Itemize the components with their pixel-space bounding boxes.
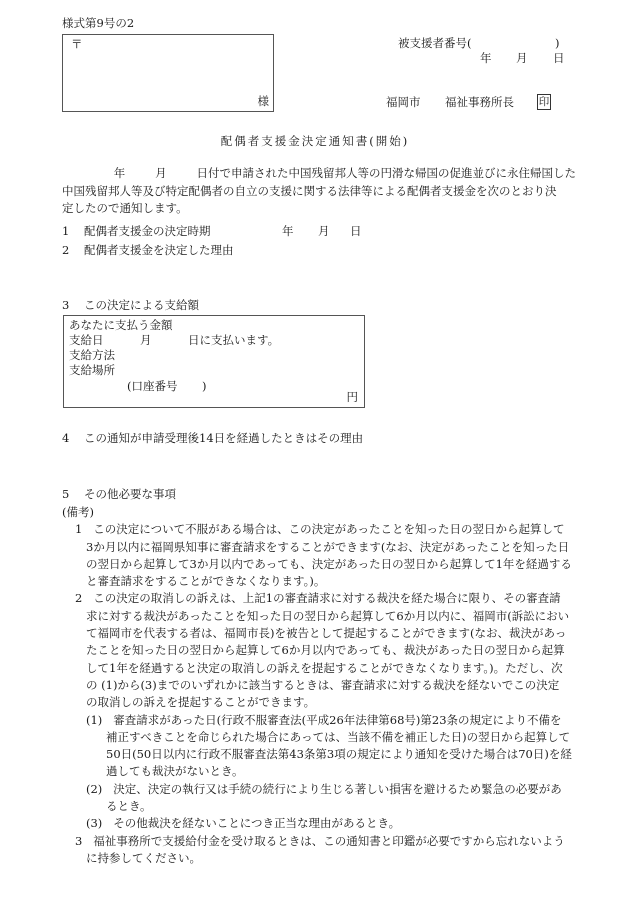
subitem-number: (1) (86, 712, 103, 727)
note-line: て福岡市を代表する者は、福岡市長)を被告として提起することができます(なお、裁決があっ (86, 626, 567, 641)
note-line: と審査請求をすることができなくなります。)。 (86, 574, 326, 589)
recipient-number-close: ) (555, 36, 560, 50)
item-number: 2 (62, 243, 70, 257)
form-number: 様式第9号の2 (62, 16, 135, 30)
intro-year: 年 (113, 166, 126, 180)
subitem-1 (62, 712, 622, 781)
issue-date-day: 日 (553, 51, 565, 65)
note-line: の (1)から(3)までのいずれかに該当するときは、審査請求に対する裁決を経ないでこの決定 (86, 677, 560, 692)
item-number: 4 (62, 431, 70, 445)
item-5 (62, 487, 176, 502)
note-1 (62, 521, 622, 590)
issue-date-year: 年 (480, 51, 492, 65)
subitem-line: その他裁決を経ないことにつき正当な理由があるとき。 (113, 816, 401, 831)
seal-icon: 印 (538, 96, 550, 108)
honorific-label: 様 (257, 94, 269, 108)
item-label: この通知が申請受理後14日を経過したときはその理由 (84, 431, 364, 445)
item-number: 1 (62, 224, 70, 238)
note-line: この決定の取消しの訴えは、上記1の審査請求に対する裁決を経た場合に限り、その審査請 (93, 591, 561, 606)
amount-label: あなたに支払う金額 (69, 318, 173, 332)
intro-line1: 日付で申請された中国残留邦人等の円滑な帰国の促進並びに永住帰国した (196, 166, 577, 180)
item-label: この決定による支給額 (84, 298, 199, 312)
intro-line2: 中国残留邦人等及び特定配偶者の自立の支援に関する法律等による配偶者支援金を次のとおり決 (62, 183, 557, 198)
pay-date-month: 月 (140, 333, 152, 347)
subitem-line: 補正すべきことを命じられた場合にあっては、当該不備を補正した日)の翌日から起算して (106, 729, 571, 744)
item-label: その他必要な事項 (84, 487, 176, 501)
note-3 (62, 833, 622, 868)
note-line: の取消しの訴えを提起することができます。 (86, 695, 316, 710)
item-label: 配偶者支援金の決定時期 (84, 224, 211, 238)
payment-box (63, 315, 365, 408)
place-label: 支給場所 (69, 363, 115, 377)
note-line: の翌日から起算して3か月以内であっても、決定があった日の翌日から起算して1年を経過する (86, 556, 572, 571)
note-line: 福祉事務所で支援給付金を受け取るときは、この通知書と印鑑が必要ですから忘れないよう (93, 833, 565, 848)
note-line: に持参してください。 (86, 850, 201, 865)
note-line: 求に対する裁決があったことを知った日の翌日から起算して6か月以内に、福岡市(訴訟におい (86, 608, 570, 623)
pay-date-label: 支給日 (69, 333, 104, 347)
document-title: 配偶者支援金決定通知書(開始) (220, 134, 410, 148)
note-number: 2 (75, 591, 83, 606)
notes-heading: (備考) (62, 505, 94, 519)
item-4 (62, 431, 363, 446)
issue-date-month: 月 (516, 51, 528, 65)
item-1 (62, 224, 211, 239)
intro-month: 月 (155, 166, 167, 180)
subitem-number: (3) (86, 816, 103, 831)
subitem-line: 50日(50日以内に行政不服審査法第43条第3項の規定により通知を受けた場合は70日)を経 (106, 747, 572, 762)
item-2 (62, 243, 234, 258)
note-line: たことを知った日の翌日から起算して6か月以内であっても、裁決があった日の翌日から起算 (86, 643, 565, 658)
intro-line3: 定したので通知します。 (62, 201, 188, 215)
subitem-line: 過しても裁決がないとき。 (106, 764, 244, 779)
note-line: この決定について不服がある場合は、この決定があったことを知った日の翌日から起算して (93, 522, 565, 537)
subitem-2 (62, 781, 622, 816)
note-number: 3 (75, 833, 83, 848)
note-number: 1 (75, 522, 83, 537)
currency-label: 円 (346, 390, 358, 404)
subitem-3 (62, 815, 622, 832)
note-line: 3か月以内に福岡県知事に審査請求をすることができます(なお、決定があったことを知った日 (86, 539, 570, 554)
note-line: して1年を経過すると決定の取消しの訴えを提起することができなくなります。)。ただし、次 (86, 660, 563, 675)
notes-section (62, 504, 622, 867)
subitem-number: (2) (86, 781, 103, 796)
method-label: 支給方法 (69, 348, 115, 362)
postal-mark-icon: 〒 (71, 37, 83, 51)
decision-date-day: 日 (350, 224, 362, 238)
item-3 (62, 298, 199, 313)
item-label: 配偶者支援金を決定した理由 (84, 243, 234, 257)
account-number-label: (口座番号 (127, 379, 178, 393)
decision-date-year: 年 (282, 224, 294, 238)
issuer-title: 福祉事務所長 (445, 95, 514, 109)
intro-paragraph (62, 165, 622, 218)
item-number: 3 (62, 298, 70, 312)
decision-date-month: 月 (318, 224, 330, 238)
note-2 (62, 590, 622, 832)
recipient-number-label: 被支援者番号( (398, 36, 472, 50)
account-number-close: ) (202, 379, 207, 393)
address-box (62, 34, 274, 112)
subitem-line: 審査請求があった日(行政不服審査法(平成26年法律第68号)第23条の規定により不備を (113, 712, 562, 727)
subitem-line: 決定、決定の執行又は手続の続行により生じる著しい損害を避けるため緊急の必要があ (113, 781, 562, 796)
pay-date-suffix: 日に支払います。 (188, 333, 280, 347)
subitem-line: るとき。 (106, 799, 152, 814)
item-number: 5 (62, 487, 70, 501)
issuer-city: 福岡市 (386, 95, 421, 109)
